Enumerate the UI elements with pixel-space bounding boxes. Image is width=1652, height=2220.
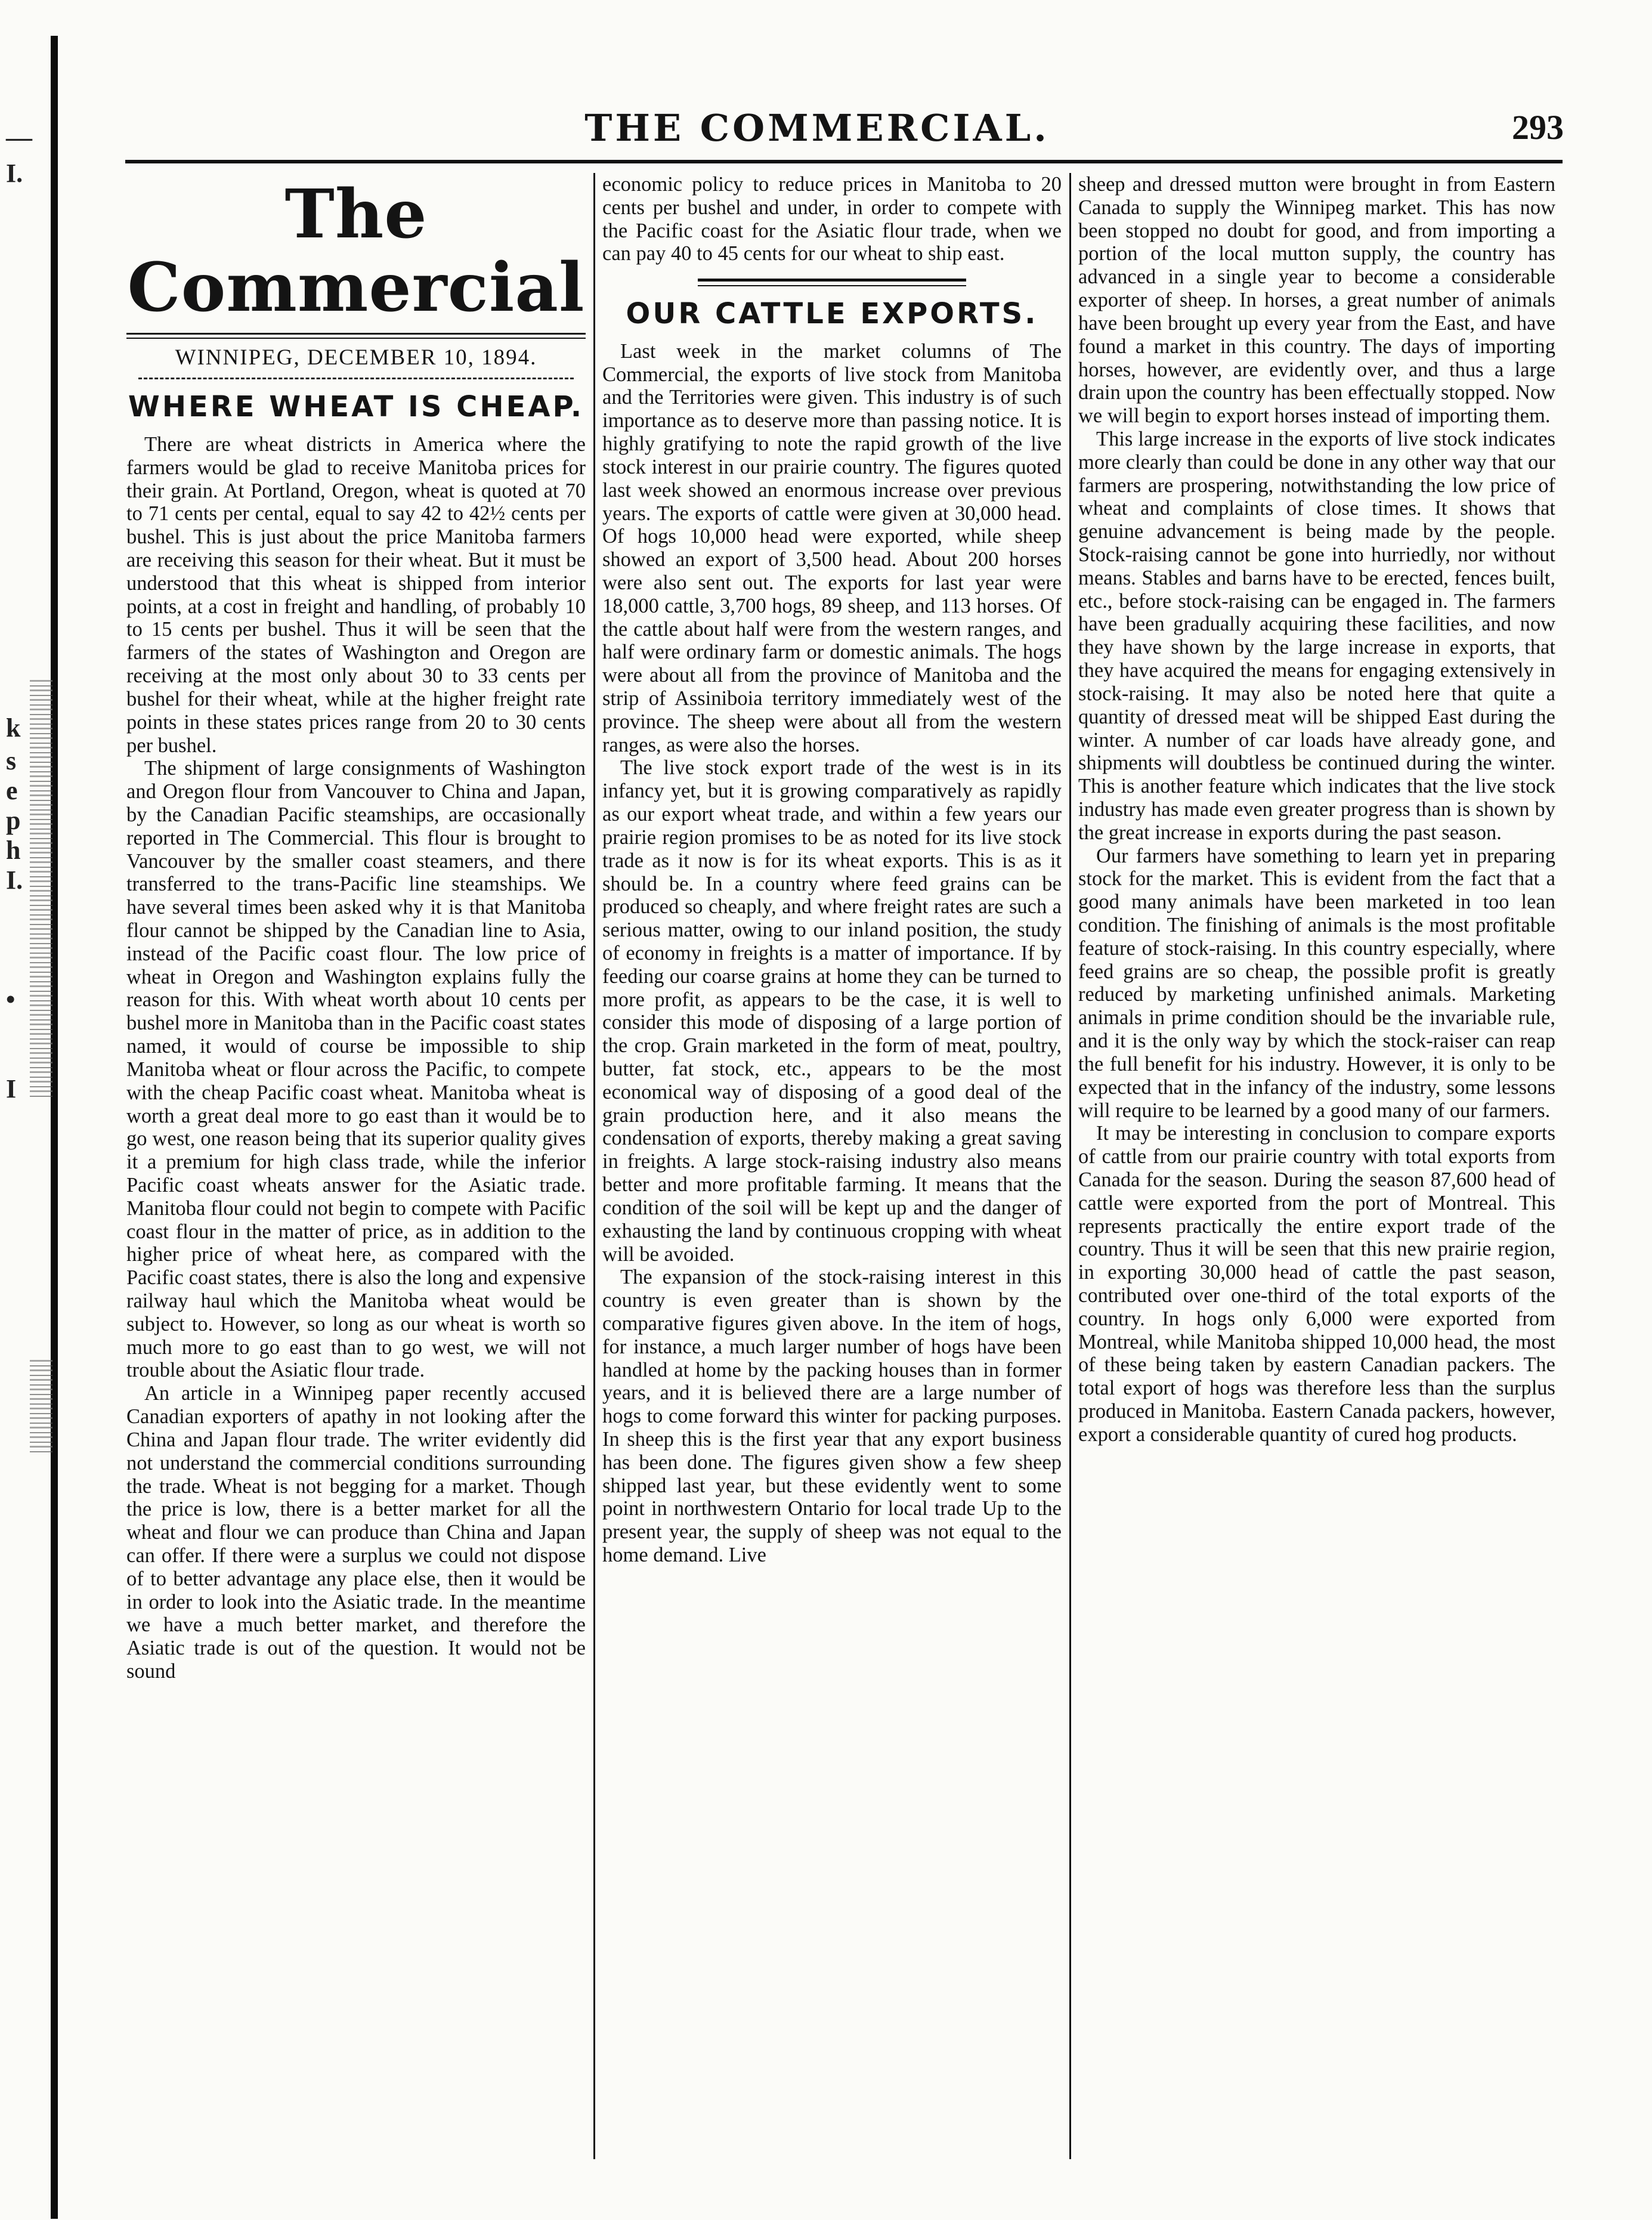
column-1	[126, 173, 586, 2213]
column-2	[602, 173, 1062, 2213]
masthead-rule	[126, 333, 586, 339]
header-rule	[125, 160, 1563, 163]
running-head: THE COMMERCIAL.	[584, 106, 1050, 150]
column-rule	[1069, 173, 1071, 2159]
page-number: 293	[1512, 108, 1564, 147]
article-paragraph: Our farmers have something to learn yet in preparing stock for the market. This is evident from the fact that a good many animals have been marketed in too lean condition. The finishing of animals is the most profitable feature of stock-raising. In this country especially, where feed grains are so cheap, the possible profit is greatly reduced by marketing unfinished animals. Marketing animals in prime condition should be the invariable rule, and it is the only way by which the stock-raiser can reap the full benefit for his industry. However, it is only to be expected that in the infancy of the industry, some lessons will require to be learned by a good many of our farmers.	[1078, 844, 1555, 1122]
article-paragraph: An article in a Winnipeg paper recently accused Canadian exporters of apathy in not looking after the China and Japan flour trade. The writer evidently did not understand the commercial conditions surrounding the trade. Wheat is not begging for a market. Though the price is low, there is a better market for all the wheat and flour we can produce than China and Japan can offer. If there were a surplus we could not dispose of to better advantage any place else, then it would be in order to look into the Asiatic trade. In the meantime we have a much better market, and therefore the Asiatic trade is out of the question. It would not be sound	[126, 1382, 586, 1683]
scan-noise	[30, 680, 52, 1097]
dateline: WINNIPEG, DECEMBER 10, 1894.	[175, 345, 537, 370]
edge-mark: k	[6, 713, 21, 743]
edge-mark: h	[6, 836, 21, 865]
scan-noise	[30, 1360, 52, 1455]
article-paragraph: The live stock export trade of the west is in its infancy yet, but it is growing comparatively as rapidly as our export wheat trade, and within a few years our prairie region promises to be as noted for its live stock trade as it now is for its wheat exports. This is as it should be. In a country where feed grains can be produced so cheaply, and where freight rates are such a serious matter, owing to our inland position, the study of economy in freights is a matter of importance. If by feeding our coarse grains at home they can be turned to more profit, as appears to be the case, it is well to consider this mode of disposing of a large portion of the crop. Grain marketed in the form of meat, poultry, butter, fat stock, etc., appears to be the most economical way of disposing of a good deal of the grain production here, and it also means the condensation of exports, thereby making a great saving in freights. A large stock-raising industry also means better and more profitable farming. It means that the condition of the soil will be kept up and the danger of exhausting the land by continuous cropping with wheat will be avoided.	[602, 756, 1062, 1266]
edge-mark: p	[6, 806, 21, 835]
edge-mark: —	[6, 123, 32, 152]
article-paragraph: There are wheat districts in America where the farmers would be glad to receive Manitoba prices for their grain. At Portland, Oregon, wheat is quoted at 70 to 71 cents per cental, equal to say 42 to 42½ cents per bushel. This is just about the price Manitoba farmers are receiving this season for their wheat. But it must be understood that this wheat is shipped from interior points, at a cost in freight and handling, of probably 10 to 15 cents per bushel. Thus it will be seen that the farmers of the states of Washington and Oregon are receiving at the most only about 30 to 33 cents per bushel for their wheat, while at the higher freight rate points in these states prices range from 20 to 30 cents per bushel.	[126, 432, 586, 757]
binding-edge-shadow	[51, 36, 58, 2219]
section-divider	[698, 279, 966, 286]
edge-mark: I.	[6, 865, 23, 895]
article-continuation: sheep and dressed mutton were brought in from Eastern Canada to supply the Winnipeg market. This has now been stopped no doubt for good, and from importing a portion of the local mutton supply, the country has advanced in a single year to become a considerable exporter of sheep. In horses, a great number of animals have been brought up every year from the East, and have found a market in this country. The days of importing horses, however, are evidently over, and thus a large drain upon the country has been effectually stopped. Now we will begin to export horses instead of importing them.	[1078, 173, 1555, 428]
column-3	[1078, 173, 1555, 2213]
article-paragraph: The shipment of large consignments of Washington and Oregon flour from Vancouver to China and Japan, by the Canadian Pacific steamships, are occasionally reported in The Commercial. This flour is brought to Vancouver by the smaller coast steamers, and there transferred to the trans-Pacific line steamships. We have several times been asked why it is that Manitoba flour cannot be shipped by the Canadian line to Asia, instead of the Pacific coast flour. The low price of wheat in Oregon and Washington explains fully the reason for this. With wheat worth about 10 cents per bushel more in Manitoba than in the Pacific coast states named, it would of course be impossible to ship Manitoba wheat or flour across the Pacific, to compete with the cheap Pacific coast wheat. Manitoba wheat is worth a great deal more to go east than it would be to go west, one reason being that its superior quality gives it a premium for high class trade, while the inferior Pacific coast wheats answer for the Asiatic trade. Manitoba flour could not begin to compete with Pacific coast flour in the matter of price, as in addition to the higher price of wheat here, as compared with the Pacific coast states, there is also the long and expensive railway haul which the Manitoba wheat would be subject to. However, so long as our wheat is worth so much more to go east than to go west, we will not trouble about the Asiatic flour trade.	[126, 757, 586, 1382]
article-paragraph: It may be interesting in conclusion to compare exports of cattle from our prairie country with total exports from Canada for the season. During the season 87,600 head of cattle were exported from the port of Montreal. This represents practically the entire export trade of the country. Thus it will be seen that this new prairie region, in exporting 30,000 head of cattle the past season, contributed over one-third of the total exports of the country. In hogs only 6,000 were exported from Montreal, while Manitoba shipped 10,000 head, the most of these being taken by eastern Canadian packers. The total export of hogs was therefore less than the surplus produced in Manitoba. Eastern Canada packers, however, export a considerable quantity of cured hog products.	[1078, 1122, 1555, 1446]
edge-mark: s	[6, 746, 17, 775]
column-rule	[593, 173, 595, 2159]
article-paragraph: Last week in the market columns of The Commercial, the exports of live stock from Manitoba and the Territories were given. This industry is of such importance as to deserve more than passing notice. It is highly gratifying to note the rapid growth of the live stock interest in our prairie country. The figures quoted last week showed an enormous increase over previous years. The exports of cattle were given at 30,000 head. Of hogs 10,000 head were exported, while sheep showed an export of 3,500 head. About 200 horses were also sent out. The exports for last year were 18,000 cattle, 3,700 hogs, 89 sheep, and 113 horses. Of the cattle about half were from the western ranges, and half were ordinary farm or domestic animals. The hogs were about all from the province of Manitoba and the strip of Assiniboia territory immediately west of the province. The sheep were about all from the western ranges, as were also the horses.	[602, 339, 1062, 756]
article-headline: WHERE WHEAT IS CHEAP.	[128, 390, 584, 424]
article-paragraph: The expansion of the stock-raising interest in this country is even greater than is shown by the comparative figures given above. In the item of hogs, for instance, a much larger number of hogs have been handled at home by the packing houses than in former years, and it is believed there are a large number of hogs to come forward this winter for packing purposes. In sheep this is the first year that any export business has been done. The figures given show a few sheep shipped last year, but these evidently went to some point in northwestern Ontario for local trade Up to the present year, the supply of sheep was not equal to the home demand. Live	[602, 1266, 1062, 1567]
article-paragraph: This large increase in the exports of live stock indicates more clearly than could be done in any other way that our farmers are prospering, notwithstanding the low price of wheat and complaints of close times. It shows that genuine advancement is being made by the people. Stock-raising cannot be gone into hurriedly, nor without means. Stables and barns have to be erected, fences built, etc., before stock-raising can be engaged in. The farmers have been gradually acquiring these facilities, and now they have shown by the large increase in exports, that they have acquired the means for engaging extensively in stock-raising. It may also be noted here that quite a quantity of dressed meat will be shipped East during the winter. A number of car loads have already gone, and shipments will doubtless be continued during the winter. This is another feature which indicates that the live stock industry has made even greater progress than is shown by the great increase in exports during the past season.	[1078, 427, 1555, 844]
masthead-title: The Commercial	[127, 175, 585, 327]
article-continuation: economic policy to reduce prices in Manitoba to 20 cents per bushel and under, in order to compete with the Pacific coast for the Asiatic flour trade, when we can pay 40 to 45 cents for our wheat to ship east.	[602, 173, 1062, 265]
edge-mark: I.	[6, 159, 23, 188]
edge-mark: I	[6, 1074, 17, 1103]
article-headline: OUR CATTLE EXPORTS.	[626, 297, 1038, 331]
dateline-rule	[138, 378, 574, 379]
edge-mark: e	[6, 776, 18, 805]
edge-mark: •	[6, 985, 16, 1014]
